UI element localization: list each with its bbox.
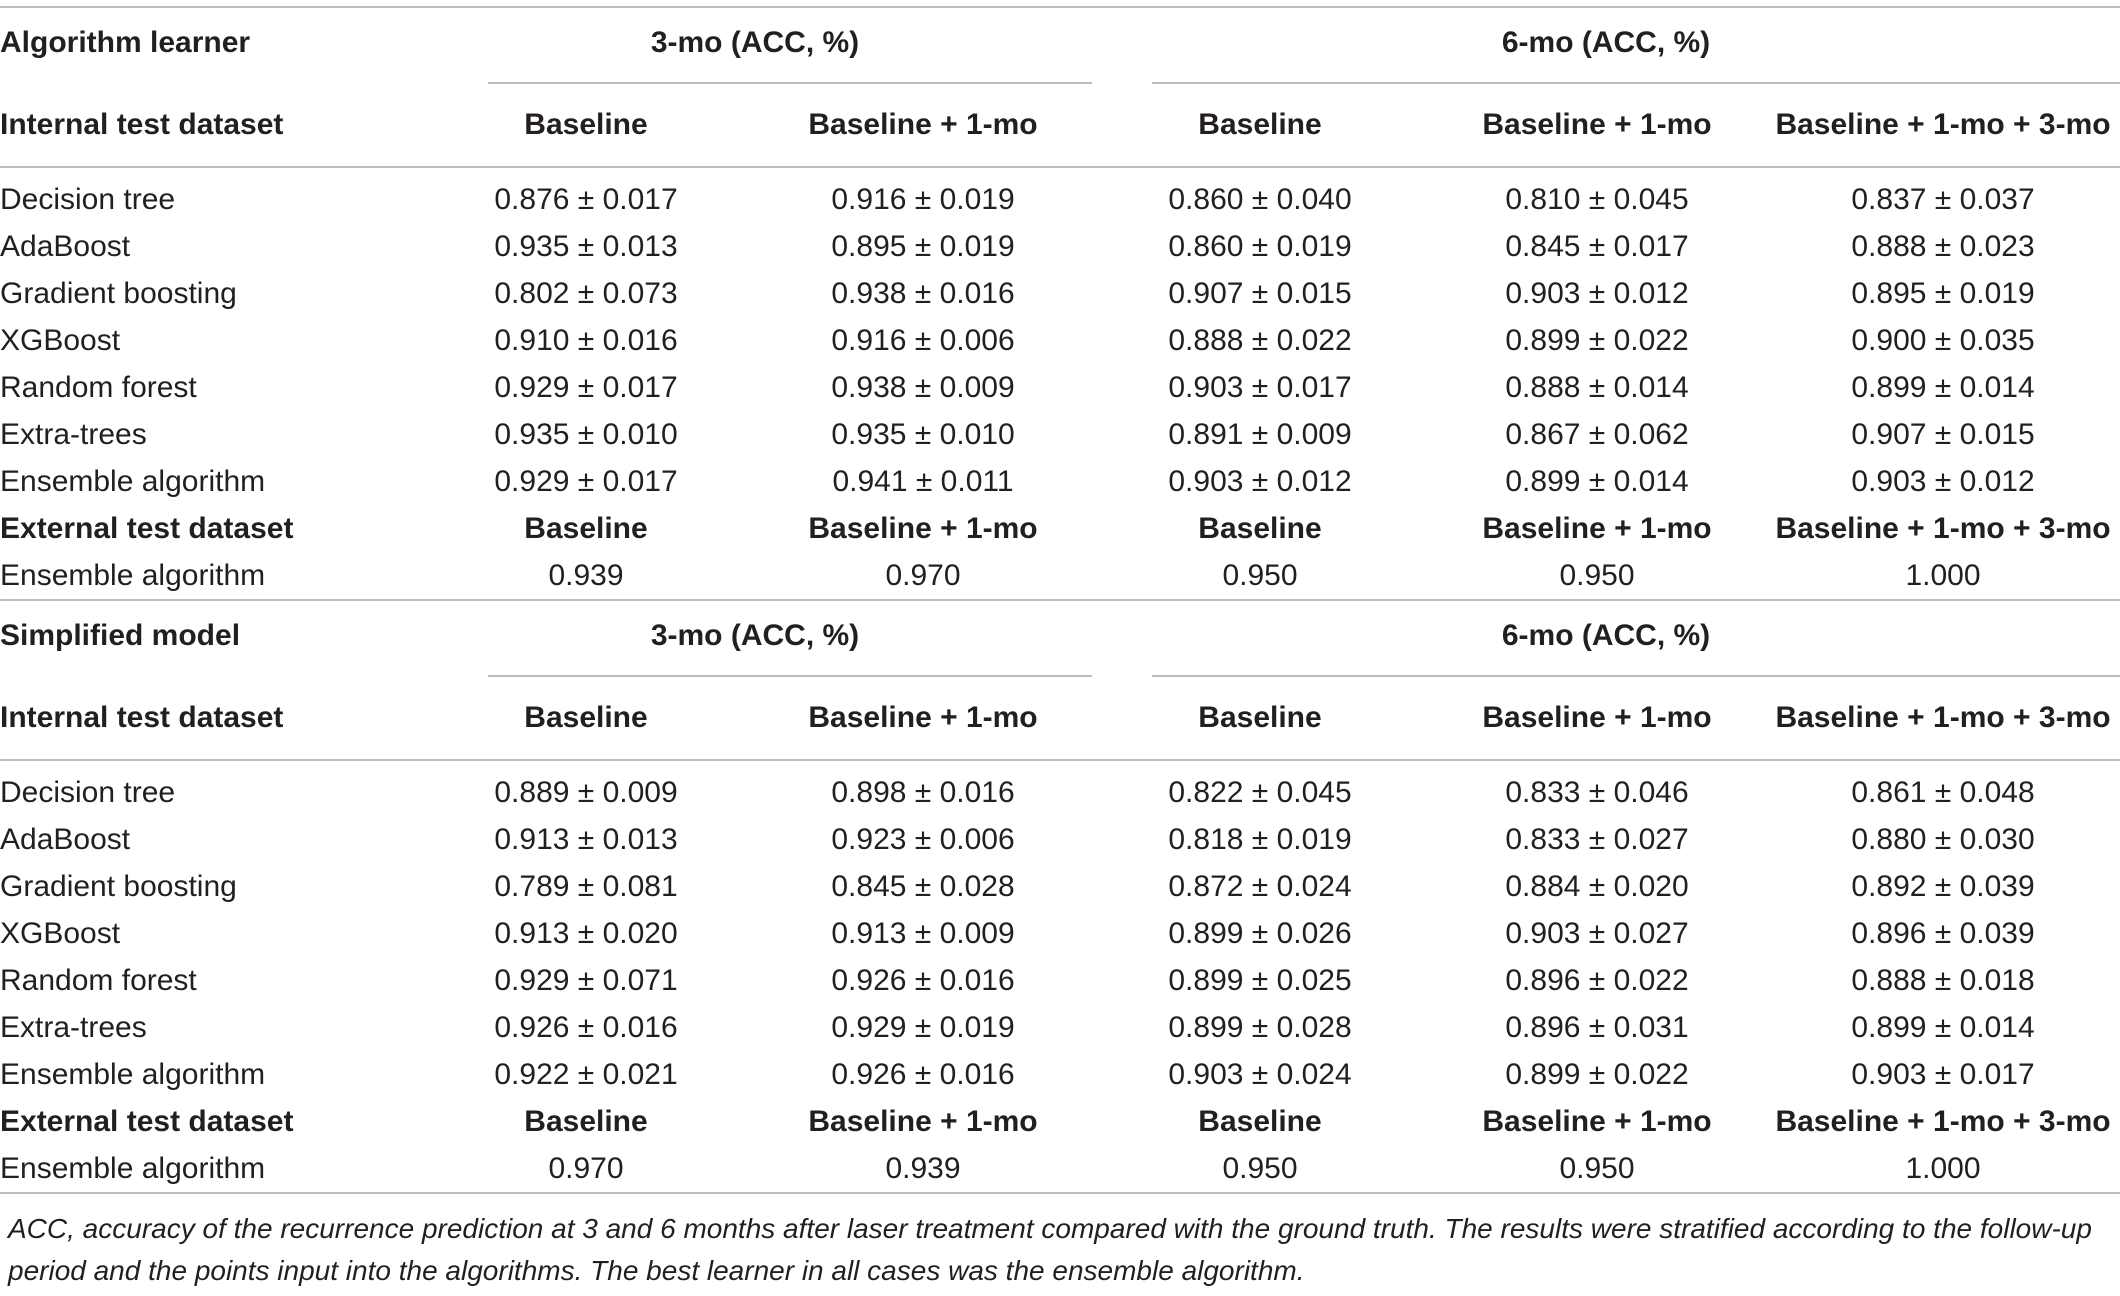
accuracy-value: 0.916 ± 0.019 — [831, 183, 1015, 216]
table-row — [0, 270, 2120, 317]
column-header: Baseline + 1-mo — [1482, 512, 1712, 545]
algorithm-name: XGBoost — [0, 324, 121, 357]
accuracy-value: 0.929 ± 0.071 — [494, 964, 678, 997]
accuracy-value: 0.789 ± 0.081 — [494, 870, 678, 903]
accuracy-value: 0.880 ± 0.030 — [1851, 823, 2035, 856]
external-dataset-label: External test dataset — [0, 512, 294, 545]
accuracy-value: 0.876 ± 0.017 — [494, 183, 678, 216]
column-header: Baseline + 1-mo — [808, 1105, 1038, 1138]
column-header: Baseline — [524, 1105, 648, 1138]
external-dataset-label: External test dataset — [0, 1105, 294, 1138]
column-header: Baseline + 1-mo — [808, 512, 1038, 545]
table-row — [0, 957, 2120, 1004]
table-row — [0, 1051, 2120, 1098]
column-header: Baseline — [1198, 512, 1322, 545]
accuracy-value: 0.950 — [1092, 552, 1428, 600]
column-header: Baseline + 1-mo — [754, 84, 1092, 167]
table-footnote: ACC, accuracy of the recurrence prediction at 3 and 6 months after laser treatment compared with the ground truth. The results were stratified according to the follow-up period and the points input into the algorithms. The best learner in all cases was the ensemble algorithm. — [8, 1213, 2092, 1286]
algorithm-name: Ensemble algorithm — [0, 465, 266, 498]
table-row — [0, 760, 2120, 816]
table-row — [0, 411, 2120, 458]
accuracy-value: 0.935 ± 0.013 — [494, 230, 678, 263]
accuracy-value: 0.888 ± 0.018 — [1851, 964, 2035, 997]
algorithm-name: Ensemble algorithm — [0, 552, 418, 600]
accuracy-value: 0.907 ± 0.015 — [1168, 277, 1352, 310]
accuracy-value: 0.939 — [754, 1145, 1092, 1193]
accuracy-value: 0.845 ± 0.028 — [831, 870, 1015, 903]
section-title: Algorithm learner — [0, 7, 418, 84]
column-header: Baseline — [418, 677, 754, 760]
accuracy-value: 0.939 — [418, 552, 754, 600]
accuracy-value: 1.000 — [1766, 552, 2120, 600]
section-title: Simplified model — [0, 600, 418, 677]
accuracy-value: 0.970 — [418, 1145, 754, 1193]
column-header: Baseline + 1-mo — [1428, 84, 1766, 167]
algorithm-name: Random forest — [0, 371, 197, 404]
column-header-row — [0, 677, 2120, 760]
column-header: Baseline + 1-mo — [1482, 1105, 1712, 1138]
accuracy-value: 0.810 ± 0.045 — [1505, 183, 1689, 216]
accuracy-value: 0.926 ± 0.016 — [831, 964, 1015, 997]
algorithm-name: AdaBoost — [0, 823, 131, 856]
accuracy-value: 0.899 ± 0.028 — [1168, 1011, 1352, 1044]
accuracy-value: 0.899 ± 0.022 — [1505, 1058, 1689, 1091]
accuracy-value: 0.903 ± 0.024 — [1168, 1058, 1352, 1091]
section-header-row — [0, 7, 2120, 84]
accuracy-value: 0.913 ± 0.020 — [494, 917, 678, 950]
accuracy-value: 0.935 ± 0.010 — [831, 418, 1015, 451]
accuracy-value: 0.907 ± 0.015 — [1851, 418, 2035, 451]
accuracy-value: 0.926 ± 0.016 — [494, 1011, 678, 1044]
table-row — [0, 167, 2120, 223]
group-header-3mo: 3-mo (ACC, %) — [418, 600, 1092, 677]
accuracy-value: 0.802 ± 0.073 — [494, 277, 678, 310]
column-header: Baseline + 1-mo — [754, 677, 1092, 760]
accuracy-value: 0.938 ± 0.009 — [831, 371, 1015, 404]
accuracy-value: 0.910 ± 0.016 — [494, 324, 678, 357]
accuracy-table-body — [0, 7, 2120, 1193]
accuracy-value: 0.900 ± 0.035 — [1851, 324, 2035, 357]
accuracy-value: 0.903 ± 0.012 — [1505, 277, 1689, 310]
accuracy-value: 0.913 ± 0.009 — [831, 917, 1015, 950]
column-header: Baseline — [524, 512, 648, 545]
accuracy-value: 0.888 ± 0.022 — [1168, 324, 1352, 357]
algorithm-name: Extra-trees — [0, 1011, 147, 1044]
accuracy-value: 0.913 ± 0.013 — [494, 823, 678, 856]
algorithm-name: Gradient boosting — [0, 870, 237, 903]
accuracy-value: 0.891 ± 0.009 — [1168, 418, 1352, 451]
accuracy-value: 0.903 ± 0.012 — [1851, 465, 2035, 498]
accuracy-value: 0.950 — [1428, 1145, 1766, 1193]
accuracy-value: 0.837 ± 0.037 — [1851, 183, 2035, 216]
accuracy-value: 0.896 ± 0.022 — [1505, 964, 1689, 997]
accuracy-value: 0.899 ± 0.026 — [1168, 917, 1352, 950]
accuracy-value: 0.923 ± 0.006 — [831, 823, 1015, 856]
column-header: Baseline + 1-mo + 3-mo — [1766, 677, 2120, 760]
algorithm-name: AdaBoost — [0, 230, 131, 263]
accuracy-value: 0.950 — [1092, 1145, 1428, 1193]
column-header: Baseline — [1092, 677, 1428, 760]
table-row — [0, 1004, 2120, 1051]
accuracy-value: 0.845 ± 0.017 — [1505, 230, 1689, 263]
accuracy-value: 0.888 ± 0.014 — [1505, 371, 1689, 404]
accuracy-value: 0.899 ± 0.014 — [1851, 371, 2035, 404]
accuracy-value: 0.833 ± 0.027 — [1505, 823, 1689, 856]
algorithm-name: Ensemble algorithm — [0, 1058, 266, 1091]
accuracy-value: 0.929 ± 0.017 — [494, 465, 678, 498]
accuracy-value: 0.895 ± 0.019 — [831, 230, 1015, 263]
external-header-row — [0, 505, 2120, 552]
accuracy-value: 0.903 ± 0.017 — [1168, 371, 1352, 404]
table-row — [0, 910, 2120, 957]
accuracy-value: 0.903 ± 0.017 — [1851, 1058, 2035, 1091]
column-header: Baseline + 1-mo + 3-mo — [1766, 84, 2120, 167]
table-row — [0, 552, 2120, 600]
accuracy-value: 0.938 ± 0.016 — [831, 277, 1015, 310]
algorithm-name: Decision tree — [0, 776, 176, 809]
accuracy-value: 0.892 ± 0.039 — [1851, 870, 2035, 903]
section-header-row — [0, 600, 2120, 677]
accuracy-value: 0.899 ± 0.022 — [1505, 324, 1689, 357]
accuracy-value: 0.872 ± 0.024 — [1168, 870, 1352, 903]
table-row — [0, 317, 2120, 364]
column-header: Baseline + 1-mo + 3-mo — [1775, 1105, 2111, 1138]
accuracy-value: 0.929 ± 0.017 — [494, 371, 678, 404]
accuracy-value: 0.860 ± 0.019 — [1168, 230, 1352, 263]
accuracy-value: 0.903 ± 0.012 — [1168, 465, 1352, 498]
external-header-row — [0, 1098, 2120, 1145]
accuracy-value: 0.899 ± 0.014 — [1505, 465, 1689, 498]
table-row — [0, 458, 2120, 505]
accuracy-value: 0.899 ± 0.025 — [1168, 964, 1352, 997]
accuracy-value: 0.895 ± 0.019 — [1851, 277, 2035, 310]
accuracy-value: 1.000 — [1766, 1145, 2120, 1193]
algorithm-name: Ensemble algorithm — [0, 1145, 418, 1193]
accuracy-value: 0.867 ± 0.062 — [1505, 418, 1689, 451]
group-header-3mo: 3-mo (ACC, %) — [418, 7, 1092, 84]
accuracy-value: 0.884 ± 0.020 — [1505, 870, 1689, 903]
accuracy-value: 0.833 ± 0.046 — [1505, 776, 1689, 809]
group-header-6mo: 6-mo (ACC, %) — [1092, 7, 2120, 84]
table-row — [0, 364, 2120, 411]
table-row — [0, 223, 2120, 270]
algorithm-name: XGBoost — [0, 917, 121, 950]
accuracy-value: 0.898 ± 0.016 — [831, 776, 1015, 809]
accuracy-value: 0.896 ± 0.039 — [1851, 917, 2035, 950]
algorithm-name: Random forest — [0, 964, 197, 997]
internal-dataset-label: Internal test dataset — [0, 677, 418, 760]
accuracy-value: 0.896 ± 0.031 — [1505, 1011, 1689, 1044]
algorithm-name: Extra-trees — [0, 418, 147, 451]
accuracy-value: 0.889 ± 0.009 — [494, 776, 678, 809]
internal-dataset-label: Internal test dataset — [0, 84, 418, 167]
accuracy-table — [0, 6, 2120, 1194]
column-header: Baseline — [1198, 1105, 1322, 1138]
accuracy-value: 0.922 ± 0.021 — [494, 1058, 678, 1091]
accuracy-value: 0.941 ± 0.011 — [832, 465, 1014, 498]
accuracy-value: 0.950 — [1428, 552, 1766, 600]
accuracy-value: 0.888 ± 0.023 — [1851, 230, 2035, 263]
group-header-6mo: 6-mo (ACC, %) — [1092, 600, 2120, 677]
accuracy-value: 0.899 ± 0.014 — [1851, 1011, 2035, 1044]
table-row — [0, 1145, 2120, 1193]
column-header: Baseline + 1-mo + 3-mo — [1775, 512, 2111, 545]
accuracy-value: 0.935 ± 0.010 — [494, 418, 678, 451]
table-row — [0, 816, 2120, 863]
accuracy-value: 0.970 — [754, 552, 1092, 600]
column-header: Baseline + 1-mo — [1428, 677, 1766, 760]
accuracy-value: 0.903 ± 0.027 — [1505, 917, 1689, 950]
accuracy-value: 0.818 ± 0.019 — [1168, 823, 1352, 856]
table-row — [0, 863, 2120, 910]
algorithm-name: Gradient boosting — [0, 277, 237, 310]
algorithm-name: Decision tree — [0, 183, 176, 216]
accuracy-value: 0.926 ± 0.016 — [831, 1058, 1015, 1091]
accuracy-value: 0.860 ± 0.040 — [1168, 183, 1352, 216]
column-header: Baseline — [418, 84, 754, 167]
accuracy-value: 0.822 ± 0.045 — [1168, 776, 1352, 809]
accuracy-value: 0.929 ± 0.019 — [831, 1011, 1015, 1044]
column-header: Baseline — [1092, 84, 1428, 167]
accuracy-value: 0.861 ± 0.048 — [1851, 776, 2035, 809]
column-header-row — [0, 84, 2120, 167]
accuracy-value: 0.916 ± 0.006 — [831, 324, 1015, 357]
